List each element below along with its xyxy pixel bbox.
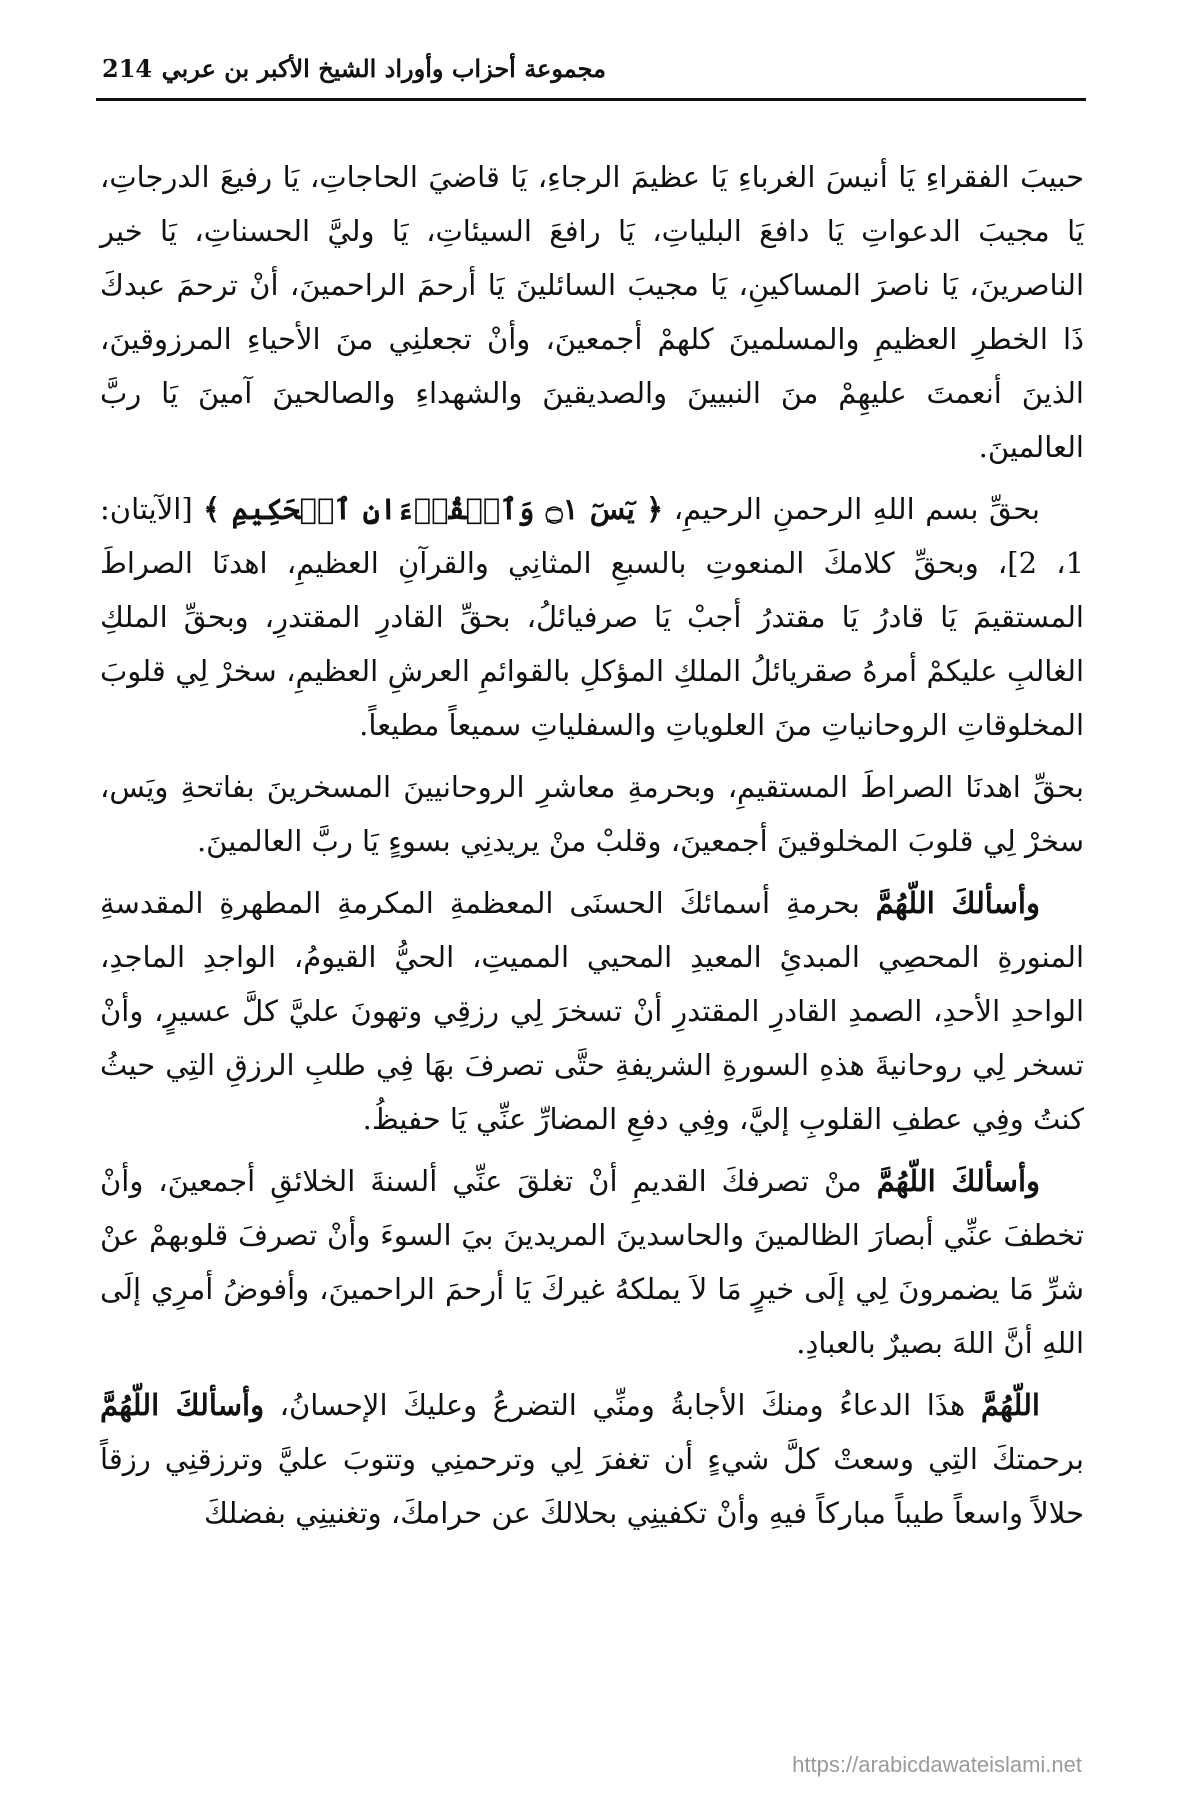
book-title: مجموعة أحزاب وأوراد الشيخ الأكبر بن عربي <box>161 54 606 83</box>
watermark-url: https://arabicdawateislami.net <box>792 1752 1082 1777</box>
paragraph-text-2: برحمتكَ التِي وسعتْ كلَّ شيءٍ أن تغفرَ لِي وترحمنِي وتتوبَ عليَّ وترزقنِي رزقاً حلالاً واسعاً طيباً مباركاً فيهِ وأنْ تكفينِي بحلالكَ عن حرامكَ، وتغنينِي بفضلكَ <box>100 1442 1084 1530</box>
running-header <box>96 48 1086 101</box>
paragraph-6 <box>100 1378 1084 1540</box>
paragraph-text: بحقِّ اهدنَا الصراطَ المستقيمِ، وبحرمةِ معاشرِ الروحانيينَ المسخرينَ بفاتحةِ ويَس، سخرْ لِي قلوبَ المخلوقينَ أجمعينَ، وقلبْ منْ يريدنِي بسوءٍ يَا ربَّ العالمينَ. <box>100 770 1084 858</box>
paragraph-5 <box>100 1154 1084 1370</box>
page-number: 214 <box>102 54 153 83</box>
paragraph-4 <box>100 876 1084 1146</box>
opening-phrase: وأسألكَ اللّهُمَّ <box>876 1164 1041 1198</box>
paragraph-2 <box>100 482 1084 752</box>
paragraph-text: بحقِّ بسم اللهِ الرحمنِ الرحيمِ، <box>663 492 1040 526</box>
opening-phrase-2: وأسألكَ اللّهُمَّ <box>100 1388 265 1422</box>
page-body <box>100 150 1084 1548</box>
paragraph-text: هذَا الدعاءُ ومنكَ الأجابةُ ومنِّي التضرعُ وعليكَ الإحسانُ، <box>264 1388 981 1422</box>
paragraph-text: [الآيتان: 1، 2]، وبحقِّ كلامكَ المنعوتِ بالسبعِ المثانِي والقرآنِ العظيمِ، اهدنَا الصراطَ المستقيمَ يَا قادرُ يَا مقتدرُ أجبْ يَا صرفيائلُ، بحقِّ القادرِ المقتدرِ، وبحقِّ الملكِ الغالبِ عليكمْ أمرهُ صقريائلُ الملكِ المؤكلِ بالقوائمِ العرشِ العظيمِ، سخرْ لِي قلوبَ المخلوقاتِ الروحانياتِ منَ العلوياتِ والسفلياتِ سميعاً مطيعاً. <box>100 492 1085 742</box>
paragraph-text: منْ تصرفكَ القديمِ أنْ تغلقَ عنِّي ألسنةَ الخلائقِ أجمعينَ، وأنْ تخطفَ عنِّي أبصارَ الظالمينَ والحاسدينَ المريدينَ بيَ السوءَ وأنْ تصرفَ قلوبهمْ عنْ شرِّ مَا يضمرونَ لِي إلَى خيرٍ مَا لاَ يملكهُ غيركَ يَا أرحمَ الراحمينَ، وأفوضُ أمرِي إلَى اللهِ أنَّ اللهَ بصيرٌ بالعبادِ. <box>100 1164 1084 1360</box>
opening-phrase: اللّهُمَّ <box>980 1388 1040 1422</box>
paragraph-text: بحرمةِ أسمائكَ الحسنَى المعظمةِ المكرمةِ المطهرةِ المقدسةِ المنورةِ المحصِي المبدئِ المعيدِ المحيي المميتِ، الحيُّ القيومُ، الواجدِ الماجدِ، الواحدِ الأحدِ، الصمدِ القادرِ المقتدرِ أنْ تسخرَ لِي رزقِي وتهونَ عليَّ كلَّ عسيرٍ، وأنْ تسخر لِي روحانيةَ هذهِ السورةِ الشريفةِ حتَّى تصرفَ بهَا فِي طلبِ الرزقِ التِي حيثُ كنتُ وفِي عطفِ القلوبِ إليَّ، وفِي دفعِ المضارِّ عنِّي يَا حفيظُ. <box>100 886 1084 1136</box>
opening-phrase: وأسألكَ اللّهُمَّ <box>875 886 1040 920</box>
paragraph-1 <box>100 150 1084 474</box>
quran-verse: ﴿ يٓسٓ ۝١ وَٱلۡقُرۡءَانِ ٱلۡحَكِيمِ ﴾ <box>203 492 664 526</box>
paragraph-text: حبيبَ الفقراءِ يَا أنيسَ الغرباءِ يَا عظيمَ الرجاءِ، يَا قاضيَ الحاجاتِ، يَا رفيعَ الدرجاتِ، يَا مجيبَ الدعواتِ يَا دافعَ البلياتِ، يَا رافعَ السيئاتِ، يَا وليَّ الحسناتِ، يَا خير الناصرينَ، يَا ناصرَ المساكينِ، يَا مجيبَ السائلينَ يَا أرحمَ الراحمينَ، أنْ ترحمَ عبدكَ ذَا الخطرِ العظيمِ والمسلمينَ كلهمْ أجمعينَ، وأنْ تجعلنِي منَ الأحياءِ المرزوقينَ، الذينَ أنعمتَ عليهِمْ منَ النبيينَ والصديقينَ والشهداءِ والصالحينَ آمينَ يَا ربَّ العالمينَ. <box>100 160 1084 464</box>
paragraph-3 <box>100 760 1084 868</box>
